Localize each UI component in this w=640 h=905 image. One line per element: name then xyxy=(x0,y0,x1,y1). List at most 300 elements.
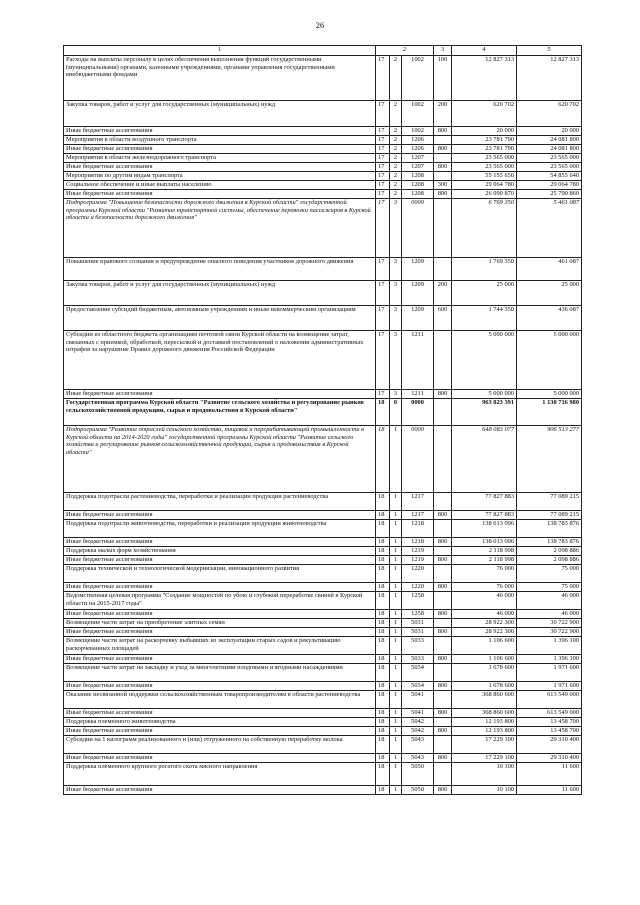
table-row xyxy=(64,136,582,145)
code-expense-type xyxy=(434,331,452,390)
amount-year-1: 2 118 998 xyxy=(452,547,517,556)
amount-year-1: 46 000 xyxy=(452,592,517,610)
code-direction: 1209 xyxy=(402,258,434,281)
code-program: 18 xyxy=(376,786,390,795)
code-subprogram: 1 xyxy=(390,709,402,718)
code-direction: 1218 xyxy=(402,520,434,538)
amount-year-2: 24 081 800 xyxy=(517,136,582,145)
code-program: 18 xyxy=(376,691,390,709)
code-expense-type: 300 xyxy=(434,181,452,190)
table-row xyxy=(64,390,582,399)
code-direction: 5034 xyxy=(402,682,434,691)
code-expense-type xyxy=(434,763,452,786)
row-name: Социальное обеспечение и иные выплаты населению xyxy=(64,181,376,190)
row-name: Иные бюджетные ассигнования xyxy=(64,754,376,763)
code-subprogram: 2 xyxy=(390,163,402,172)
amount-year-2: 11 600 xyxy=(517,763,582,786)
code-expense-type xyxy=(434,619,452,628)
amount-year-2: 138 783 876 xyxy=(517,520,582,538)
amount-year-2: 24 081 800 xyxy=(517,145,582,154)
code-subprogram: 1 xyxy=(390,754,402,763)
table-row xyxy=(64,718,582,727)
amount-year-2: 25 790 860 xyxy=(517,190,582,199)
code-direction: 1209 xyxy=(402,281,434,306)
code-subprogram: 1 xyxy=(390,637,402,655)
amount-year-2: 613 549 000 xyxy=(517,709,582,718)
table-row xyxy=(64,154,582,163)
code-direction: 1002 xyxy=(402,101,434,127)
code-direction: 5050 xyxy=(402,763,434,786)
code-program: 18 xyxy=(376,556,390,565)
code-direction: 1258 xyxy=(402,610,434,619)
amount-year-1: 1 678 600 xyxy=(452,664,517,682)
amount-year-1: 12 827 313 xyxy=(452,56,517,101)
code-subprogram: 1 xyxy=(390,682,402,691)
row-name: Иные бюджетные ассигнования xyxy=(64,628,376,637)
amount-year-1: 1 744 350 xyxy=(452,306,517,331)
code-program: 18 xyxy=(376,763,390,786)
code-expense-type: 800 xyxy=(434,556,452,565)
code-program: 18 xyxy=(376,426,390,493)
table-row xyxy=(64,727,582,736)
code-direction: 5031 xyxy=(402,619,434,628)
amount-year-2: 13 458 700 xyxy=(517,718,582,727)
row-name: Иные бюджетные ассигнования xyxy=(64,556,376,565)
header-col-1: 1 xyxy=(64,46,376,56)
code-program: 17 xyxy=(376,181,390,190)
code-direction: 1218 xyxy=(402,538,434,547)
code-expense-type: 600 xyxy=(434,306,452,331)
table-row xyxy=(64,664,582,682)
table-row xyxy=(64,163,582,172)
row-name: Иные бюджетные ассигнования xyxy=(64,538,376,547)
code-program: 18 xyxy=(376,511,390,520)
code-program: 18 xyxy=(376,709,390,718)
code-subprogram: 2 xyxy=(390,127,402,136)
code-subprogram: 1 xyxy=(390,592,402,610)
row-name: Поддержка подотрасли животноводства, переработки и реализации продукции животноводства xyxy=(64,520,376,538)
code-program: 17 xyxy=(376,101,390,127)
amount-year-1: 963 823 391 xyxy=(452,399,517,426)
amount-year-1: 5 000 000 xyxy=(452,390,517,399)
row-name: Иные бюджетные ассигнования xyxy=(64,727,376,736)
amount-year-2: 138 783 876 xyxy=(517,538,582,547)
code-expense-type: 800 xyxy=(434,190,452,199)
code-direction: 5041 xyxy=(402,709,434,718)
code-subprogram: 1 xyxy=(390,727,402,736)
code-expense-type: 800 xyxy=(434,127,452,136)
table-row xyxy=(64,399,582,426)
amount-year-1: 1 106 600 xyxy=(452,655,517,664)
amount-year-2: 75 000 xyxy=(517,583,582,592)
table-row xyxy=(64,637,582,655)
code-subprogram: 1 xyxy=(390,664,402,682)
code-subprogram: 3 xyxy=(390,331,402,390)
amount-year-1: 76 000 xyxy=(452,583,517,592)
code-direction: 5034 xyxy=(402,664,434,682)
code-subprogram: 2 xyxy=(390,181,402,190)
code-program: 17 xyxy=(376,145,390,154)
amount-year-2: 5 461 087 xyxy=(517,199,582,258)
code-program: 17 xyxy=(376,56,390,101)
code-expense-type: 800 xyxy=(434,163,452,172)
table-row xyxy=(64,538,582,547)
amount-year-1: 1 106 600 xyxy=(452,637,517,655)
code-direction: 0000 xyxy=(402,426,434,493)
amount-year-1: 23 565 000 xyxy=(452,163,517,172)
code-expense-type xyxy=(434,547,452,556)
table-row xyxy=(64,619,582,628)
code-expense-type: 200 xyxy=(434,281,452,306)
amount-year-2: 1 130 716 980 xyxy=(517,399,582,426)
table-row xyxy=(64,493,582,511)
amount-year-1: 20 000 xyxy=(452,127,517,136)
code-program: 18 xyxy=(376,399,390,426)
amount-year-2: 54 855 640 xyxy=(517,172,582,181)
amount-year-1: 2 118 998 xyxy=(452,556,517,565)
row-name: Подпрограмма "Повышение безопасности дорожного движения в Курской области" государственной программы Курской области "Развитие транспортной системы, обеспечение перевозки пассажиров в Курской области и безопасности дорожного движения" xyxy=(64,199,376,258)
amount-year-2: 12 827 313 xyxy=(517,56,582,101)
code-direction: 5043 xyxy=(402,736,434,754)
amount-year-2: 5 000 000 xyxy=(517,390,582,399)
row-name: Мероприятия в области железнодорожного транспорта xyxy=(64,154,376,163)
code-expense-type xyxy=(434,520,452,538)
code-program: 18 xyxy=(376,520,390,538)
code-direction: 1002 xyxy=(402,127,434,136)
amount-year-2: 5 000 000 xyxy=(517,331,582,390)
code-program: 17 xyxy=(376,281,390,306)
code-subprogram: 1 xyxy=(390,763,402,786)
code-expense-type xyxy=(434,637,452,655)
code-program: 17 xyxy=(376,331,390,390)
amount-year-2: 29 064 780 xyxy=(517,181,582,190)
table-row xyxy=(64,565,582,583)
amount-year-2: 23 565 000 xyxy=(517,154,582,163)
code-direction: 5033 xyxy=(402,655,434,664)
amount-year-2: 29 310 400 xyxy=(517,754,582,763)
code-direction: 5041 xyxy=(402,691,434,709)
code-program: 17 xyxy=(376,136,390,145)
amount-year-2: 436 087 xyxy=(517,306,582,331)
row-name: Иные бюджетные ассигнования xyxy=(64,610,376,619)
code-expense-type: 800 xyxy=(434,145,452,154)
row-name: Иные бюджетные ассигнования xyxy=(64,655,376,664)
code-program: 18 xyxy=(376,718,390,727)
table-row xyxy=(64,511,582,520)
code-direction: 1211 xyxy=(402,331,434,390)
amount-year-2: 46 000 xyxy=(517,592,582,610)
code-expense-type: 100 xyxy=(434,56,452,101)
code-direction: 1217 xyxy=(402,493,434,511)
amount-year-2: 30 722 900 xyxy=(517,628,582,637)
code-program: 18 xyxy=(376,637,390,655)
code-expense-type xyxy=(434,493,452,511)
amount-year-2: 2 098 886 xyxy=(517,556,582,565)
table-row xyxy=(64,190,582,199)
amount-year-2: 11 600 xyxy=(517,786,582,795)
row-name: Подпрограмма "Развитие отраслей сельского хозяйства, пищевой и перерабатывающей промышленности в Курской области на 2014-2020 годы" государственной программы Курской области "Развитие сельского хозяйства и регулирование рынков сельскохозяйственной продукции, сырья и продовольствия в Курской области" xyxy=(64,426,376,493)
code-expense-type xyxy=(434,426,452,493)
table-header-row xyxy=(64,46,582,56)
code-expense-type: 800 xyxy=(434,538,452,547)
code-program: 18 xyxy=(376,610,390,619)
code-subprogram: 1 xyxy=(390,556,402,565)
row-name: Иные бюджетные ассигнования xyxy=(64,390,376,399)
code-direction: 1219 xyxy=(402,547,434,556)
amount-year-1: 1 678 600 xyxy=(452,682,517,691)
code-expense-type: 800 xyxy=(434,727,452,736)
table-row xyxy=(64,101,582,127)
code-program: 18 xyxy=(376,493,390,511)
code-subprogram: 2 xyxy=(390,154,402,163)
code-program: 18 xyxy=(376,664,390,682)
amount-year-1: 5 000 000 xyxy=(452,331,517,390)
code-subprogram: 3 xyxy=(390,306,402,331)
table-row xyxy=(64,306,582,331)
code-subprogram: 1 xyxy=(390,628,402,637)
amount-year-1: 138 013 096 xyxy=(452,538,517,547)
code-direction: 5031 xyxy=(402,628,434,637)
amount-year-2: 23 565 000 xyxy=(517,163,582,172)
amount-year-2: 20 000 xyxy=(517,127,582,136)
amount-year-1: 77 827 883 xyxy=(452,493,517,511)
code-expense-type: 800 xyxy=(434,786,452,795)
amount-year-2: 30 722 900 xyxy=(517,619,582,628)
code-subprogram: 1 xyxy=(390,511,402,520)
code-expense-type: 200 xyxy=(434,101,452,127)
table-row xyxy=(64,547,582,556)
code-subprogram: 1 xyxy=(390,493,402,511)
table-row xyxy=(64,655,582,664)
code-expense-type xyxy=(434,258,452,281)
code-subprogram: 3 xyxy=(390,258,402,281)
code-expense-type xyxy=(434,172,452,181)
table-row xyxy=(64,754,582,763)
code-expense-type xyxy=(434,664,452,682)
row-name: Повышение правового сознания и предупреждение опасного поведения участников дорожного движения xyxy=(64,258,376,281)
code-subprogram: 3 xyxy=(390,199,402,258)
row-name: Возмещение части затрат на закладку и уход за многолетними плодовыми и ягодными насаждениями xyxy=(64,664,376,682)
table-row xyxy=(64,127,582,136)
code-expense-type: 800 xyxy=(434,511,452,520)
code-program: 18 xyxy=(376,547,390,556)
table-row xyxy=(64,556,582,565)
amount-year-2: 13 458 700 xyxy=(517,727,582,736)
code-program: 18 xyxy=(376,628,390,637)
code-program: 18 xyxy=(376,655,390,664)
code-direction: 1002 xyxy=(402,56,434,101)
code-program: 17 xyxy=(376,306,390,331)
code-program: 18 xyxy=(376,565,390,583)
row-name: Иные бюджетные ассигнования xyxy=(64,583,376,592)
amount-year-1: 25 000 xyxy=(452,281,517,306)
table-row xyxy=(64,610,582,619)
row-name: Возмещение части затрат на раскорчевку выбывших из эксплуатации старых садов и рекультивацию раскорчеванных площадей xyxy=(64,637,376,655)
table-row xyxy=(64,786,582,795)
amount-year-1: 12 193 800 xyxy=(452,727,517,736)
row-name: Поддержка подотрасли растениеводства, переработки и реализации продукции растениеводства xyxy=(64,493,376,511)
code-direction: 1208 xyxy=(402,190,434,199)
code-direction: 1258 xyxy=(402,592,434,610)
row-name: Мероприятия в области воздушного транспорта xyxy=(64,136,376,145)
amount-year-2: 77 089 215 xyxy=(517,493,582,511)
amount-year-2: 1 971 600 xyxy=(517,682,582,691)
table-row xyxy=(64,181,582,190)
code-subprogram: 1 xyxy=(390,736,402,754)
amount-year-1: 77 827 883 xyxy=(452,511,517,520)
code-subprogram: 0 xyxy=(390,399,402,426)
row-name: Иные бюджетные ассигнования xyxy=(64,511,376,520)
code-expense-type: 800 xyxy=(434,628,452,637)
table-row xyxy=(64,172,582,181)
amount-year-1: 23 565 000 xyxy=(452,154,517,163)
amount-year-2: 613 549 000 xyxy=(517,691,582,709)
code-direction: 5050 xyxy=(402,786,434,795)
code-expense-type xyxy=(434,154,452,163)
header-col-5: 5 xyxy=(517,46,582,56)
table-row xyxy=(64,682,582,691)
code-program: 18 xyxy=(376,682,390,691)
amount-year-1: 29 064 780 xyxy=(452,181,517,190)
row-name: Субсидии из областного бюджета организациям почтовой связи Курской области на возмещение затрат, связанных с приемкой, обработкой, пересылкой и доставкой постановлений о наложении административных штрафов за нарушение Правил дорожного движения Российской Федерации xyxy=(64,331,376,390)
amount-year-1: 368 860 600 xyxy=(452,709,517,718)
code-expense-type: 800 xyxy=(434,709,452,718)
code-subprogram: 1 xyxy=(390,619,402,628)
row-name: Иные бюджетные ассигнования xyxy=(64,786,376,795)
row-name: Поддержка малых форм хозяйствования xyxy=(64,547,376,556)
row-name: Поддержка племенного животноводства xyxy=(64,718,376,727)
row-name: Иные бюджетные ассигнования xyxy=(64,190,376,199)
code-subprogram: 2 xyxy=(390,101,402,127)
row-name: Мероприятия по другим видам транспорта xyxy=(64,172,376,181)
amount-year-1: 26 090 870 xyxy=(452,190,517,199)
row-name: Иные бюджетные ассигнования xyxy=(64,145,376,154)
table-row xyxy=(64,592,582,610)
code-direction: 1209 xyxy=(402,306,434,331)
header-col-4: 4 xyxy=(452,46,517,56)
code-program: 17 xyxy=(376,199,390,258)
code-expense-type xyxy=(434,399,452,426)
code-program: 17 xyxy=(376,163,390,172)
row-name: Поддержка племенного крупного рогатого скота мясного направления xyxy=(64,763,376,786)
amount-year-2: 75 000 xyxy=(517,565,582,583)
code-subprogram: 2 xyxy=(390,56,402,101)
amount-year-1: 23 781 790 xyxy=(452,145,517,154)
table-row xyxy=(64,258,582,281)
amount-year-2: 1 396 100 xyxy=(517,637,582,655)
code-program: 18 xyxy=(376,592,390,610)
code-subprogram: 1 xyxy=(390,547,402,556)
code-subprogram: 1 xyxy=(390,786,402,795)
page-number: 26 xyxy=(315,20,325,30)
table-row xyxy=(64,691,582,709)
header-col-2: 2 xyxy=(376,46,434,56)
code-subprogram: 3 xyxy=(390,390,402,399)
row-name: Иные бюджетные ассигнования xyxy=(64,709,376,718)
amount-year-1: 10 100 xyxy=(452,786,517,795)
table-row xyxy=(64,628,582,637)
amount-year-1: 23 781 790 xyxy=(452,136,517,145)
code-direction: 1206 xyxy=(402,136,434,145)
code-direction: 1220 xyxy=(402,583,434,592)
code-subprogram: 1 xyxy=(390,520,402,538)
amount-year-2: 906 513 277 xyxy=(517,426,582,493)
table-row xyxy=(64,520,582,538)
row-name: Расходы на выплаты персоналу в целях обеспечения выполнения функций государственными (муниципальными) органами, казенными учреждениями, органами управления государственными внебюджетными фондами xyxy=(64,56,376,101)
code-program: 17 xyxy=(376,390,390,399)
row-name: Иные бюджетные ассигнования xyxy=(64,127,376,136)
amount-year-1: 1 769 350 xyxy=(452,258,517,281)
code-subprogram: 1 xyxy=(390,718,402,727)
code-program: 18 xyxy=(376,736,390,754)
amount-year-1: 55 155 650 xyxy=(452,172,517,181)
code-subprogram: 2 xyxy=(390,145,402,154)
code-subprogram: 3 xyxy=(390,281,402,306)
code-subprogram: 1 xyxy=(390,655,402,664)
budget-table xyxy=(63,45,582,795)
amount-year-1: 138 013 096 xyxy=(452,520,517,538)
code-expense-type: 800 xyxy=(434,682,452,691)
code-expense-type xyxy=(434,136,452,145)
amount-year-1: 368 860 600 xyxy=(452,691,517,709)
amount-year-1: 620 702 xyxy=(452,101,517,127)
amount-year-1: 648 083 077 xyxy=(452,426,517,493)
code-subprogram: 1 xyxy=(390,426,402,493)
table-row xyxy=(64,145,582,154)
table-row xyxy=(64,709,582,718)
code-direction: 1208 xyxy=(402,172,434,181)
code-subprogram: 1 xyxy=(390,583,402,592)
code-program: 17 xyxy=(376,190,390,199)
amount-year-1: 10 100 xyxy=(452,763,517,786)
row-name: Субсидии на 1 килограмм реализованного и (или) отгруженного на собственную переработку молока xyxy=(64,736,376,754)
row-name: Иные бюджетные ассигнования xyxy=(64,682,376,691)
code-program: 17 xyxy=(376,127,390,136)
row-name: Ведомственная целевая программа "Создание мощностей по убою и глубокой переработке свиней в Курской области на 2015-2017 годы" xyxy=(64,592,376,610)
amount-year-1: 17 229 100 xyxy=(452,736,517,754)
code-direction: 1220 xyxy=(402,565,434,583)
code-direction: 5043 xyxy=(402,754,434,763)
code-expense-type xyxy=(434,592,452,610)
table-row xyxy=(64,56,582,101)
amount-year-1: 12 193 800 xyxy=(452,718,517,727)
row-name: Закупка товаров, работ и услуг для государственных (муниципальных) нужд xyxy=(64,101,376,127)
code-direction: 1208 xyxy=(402,181,434,190)
code-subprogram: 2 xyxy=(390,172,402,181)
code-subprogram: 1 xyxy=(390,691,402,709)
row-name: Предоставление субсидий бюджетным, автономным учреждениям и иным некоммерческим организациям xyxy=(64,306,376,331)
row-name: Оказание несвязанной поддержки сельскохозяйственным товаропроизводителям в области растениеводства xyxy=(64,691,376,709)
row-name: Закупка товаров, работ и услуг для государственных (муниципальных) нужд xyxy=(64,281,376,306)
amount-year-1: 28 922 300 xyxy=(452,628,517,637)
code-direction: 5042 xyxy=(402,727,434,736)
code-subprogram: 1 xyxy=(390,610,402,619)
table-row xyxy=(64,331,582,390)
amount-year-2: 461 087 xyxy=(517,258,582,281)
row-name: Возмещение части затрат на приобретение элитных семян xyxy=(64,619,376,628)
code-direction: 5042 xyxy=(402,718,434,727)
code-program: 18 xyxy=(376,583,390,592)
amount-year-2: 620 702 xyxy=(517,101,582,127)
code-subprogram: 1 xyxy=(390,538,402,547)
table-row xyxy=(64,281,582,306)
code-direction: 0000 xyxy=(402,399,434,426)
code-expense-type: 800 xyxy=(434,390,452,399)
code-expense-type: 800 xyxy=(434,583,452,592)
amount-year-2: 77 089 215 xyxy=(517,511,582,520)
amount-year-2: 29 310 400 xyxy=(517,736,582,754)
code-program: 18 xyxy=(376,619,390,628)
